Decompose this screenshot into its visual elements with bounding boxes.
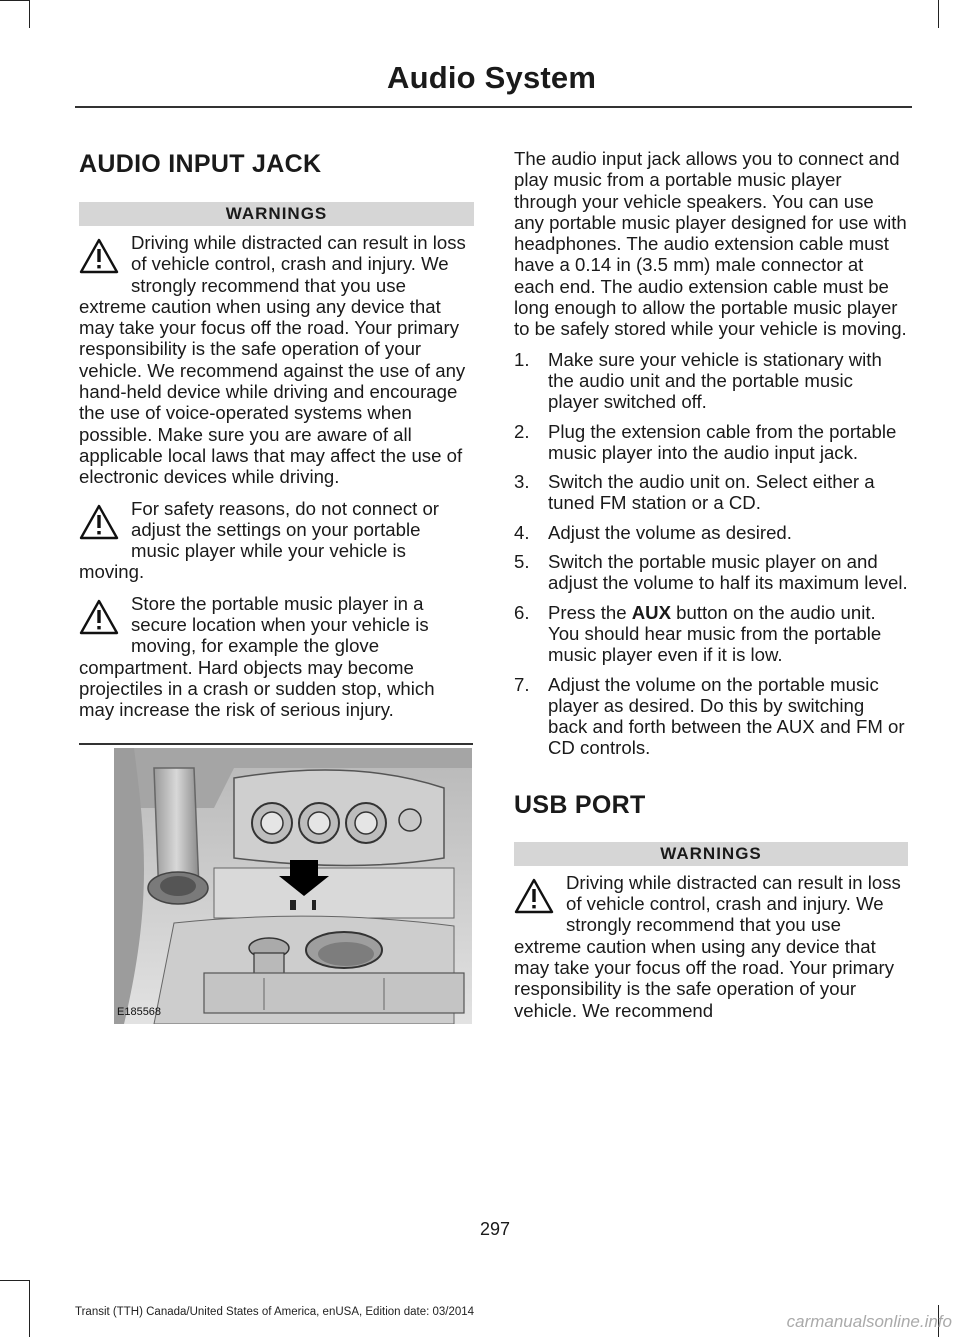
warning-text xyxy=(79,498,474,583)
step-number: 5. xyxy=(514,551,530,573)
warning-text-content: For safety reasons, do not connect or adjust the settings on your portable music player while your vehicle is moving. xyxy=(79,497,439,583)
header-divider xyxy=(75,106,912,108)
list-item xyxy=(514,674,908,759)
list-item xyxy=(514,551,908,594)
warning-text-content: Driving while distracted can result in loss of vehicle control, crash and injury. We strongly recommend that you use extreme caution when using any device that may take your focus off the road. Your primary responsibility is the safe operation of your vehicle. We recommend xyxy=(514,871,901,1021)
page-header-title: Audio System xyxy=(387,60,597,95)
step-text: Switch the portable music player on and adjust the volume to half its maximum level. xyxy=(548,551,908,594)
crop-mark xyxy=(29,1280,30,1337)
step-text: Plug the extension cable from the portable music player into the audio input jack. xyxy=(548,420,897,463)
section-heading-usb-port: USB PORT xyxy=(514,790,646,819)
warnings-bar: WARNINGS xyxy=(79,202,474,226)
step-text: Switch the audio unit on. Select either a tuned FM station or a CD. xyxy=(548,471,875,514)
step-number: 4. xyxy=(514,521,530,543)
warning-text xyxy=(514,872,908,1021)
list-item xyxy=(514,522,908,543)
step-text: Adjust the volume on the portable music player as desired. Do this by switching back and forth between the AUX and FM or CD controls. xyxy=(548,673,905,759)
page-number: 297 xyxy=(479,1219,511,1239)
warning-text-content: Driving while distracted can result in loss of vehicle control, crash and injury. We strongly recommend that you use extreme caution when using any device that may take your focus off the road. Your primary responsibility is the safe operation of your vehicle. We recommend against the use of any hand-held device while driving and encourage the use of voice-operated systems when possible. Make sure you are aware of all applicable local laws that may affect the use of electronic devices while driving. xyxy=(79,232,466,488)
list-item xyxy=(514,349,908,413)
crop-mark xyxy=(29,0,30,28)
step-text: Make sure your vehicle is stationary with the audio unit and the portable music player switched off. xyxy=(548,348,882,413)
warning-text xyxy=(79,593,474,721)
step-text-pre: Press the xyxy=(548,601,632,623)
aux-button-label: AUX xyxy=(631,601,671,623)
list-item xyxy=(514,471,908,514)
warning-triangle-icon xyxy=(79,238,131,282)
section-heading-audio-input-jack: AUDIO INPUT JACK xyxy=(79,150,322,178)
step-number: 6. xyxy=(514,601,530,623)
warnings-end-divider xyxy=(79,743,473,745)
intro-paragraph: The audio input jack allows you to connect and play music from a portable music player through your vehicle speakers. You can use any portable music player designed for use with headphones. The audio extension cable must have a 0.14 in (3.5 mm) male connector at each end. The audio extension cable must be long enough to allow the portable music player to be safely stored while your vehicle is moving. xyxy=(514,148,907,340)
list-item xyxy=(514,602,908,666)
steps-list xyxy=(514,349,908,759)
step-number: 7. xyxy=(514,673,530,695)
warnings-bar: WARNINGS xyxy=(514,842,908,866)
step-number: 1. xyxy=(514,348,530,370)
step-number: 2. xyxy=(514,420,530,442)
crop-mark xyxy=(0,1280,29,1281)
footer-text: Transit (TTH) Canada/United States of America, enUSA, Edition date: 03/2014 xyxy=(75,1306,475,1318)
warning-text-content: Store the portable music player in a secure location when your vehicle is moving, for example the glove compartment. Hard objects may become projectiles in a crash or sudden stop, which may increase the risk of serious injury. xyxy=(79,592,435,721)
list-item xyxy=(514,421,908,464)
warning-triangle-icon xyxy=(514,878,566,922)
step-number: 3. xyxy=(514,471,530,493)
figure-code: E185568 xyxy=(117,1006,162,1018)
step-text-post: button on the audio unit. You should hear music from the portable music player even if it is low. xyxy=(548,601,882,666)
watermark: carmanualsonline.info xyxy=(786,1312,952,1331)
warning-triangle-icon xyxy=(79,504,131,548)
left-column xyxy=(79,148,474,721)
warning-text xyxy=(79,232,474,488)
dashboard-aux-jack-illustration xyxy=(114,748,472,1024)
dashboard-illustration-svg xyxy=(114,748,472,1024)
crop-mark xyxy=(938,0,939,28)
warning-triangle-icon xyxy=(79,599,131,643)
crop-mark xyxy=(0,0,29,1)
step-text: Adjust the volume as desired. xyxy=(548,521,792,543)
right-column xyxy=(514,148,908,1021)
